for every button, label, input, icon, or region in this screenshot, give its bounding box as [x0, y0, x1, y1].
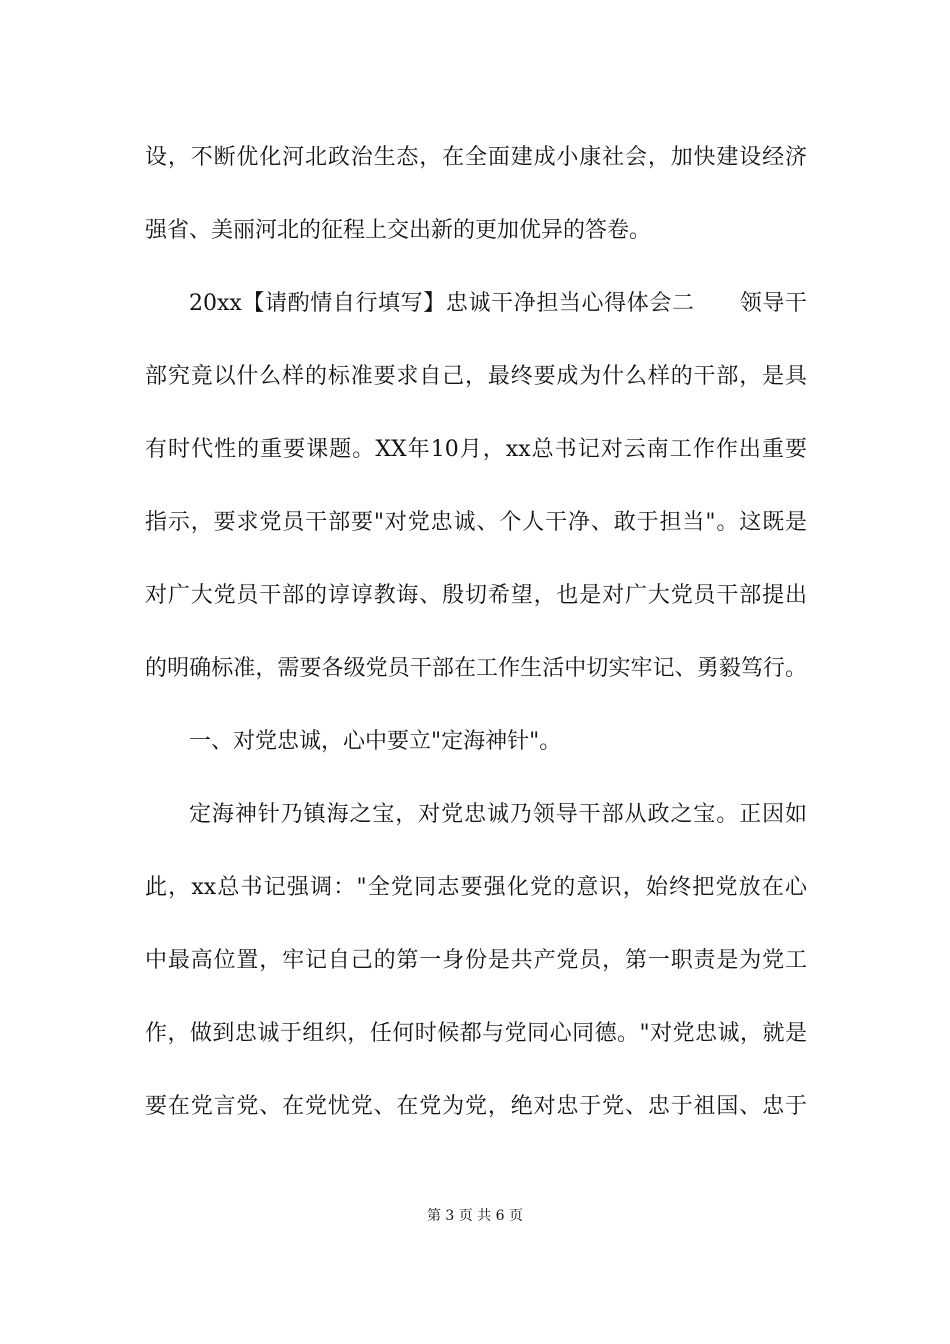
text-line-5: 有时代性的重要课题。XX年10月，xx总书记对云南工作作出重要	[145, 437, 807, 462]
text-line-11: 此，xx总书记强调："全党同志要强化党的意识，始终把党放在心	[145, 875, 807, 900]
subheading-line: 一、对党忠诚，心中要立"定海神针"。	[189, 729, 562, 754]
text-line-4: 部究竟以什么样的标准要求自己，最终要成为什么样的干部，是具	[145, 364, 807, 389]
text-line-6: 指示，要求党员干部要"对党忠诚、个人干净、敢于担当"。这既是	[145, 510, 807, 535]
section-heading-line: 20xx【请酌情自行填写】忠诚干净担当心得体会二 领导干	[189, 291, 807, 316]
text-line-12: 中最高位置，牢记自己的第一身份是共产党员，第一职责是为党工	[145, 948, 807, 973]
text-line-13: 作，做到忠诚于组织，任何时候都与党同心同德。"对党忠诚，就是	[145, 1021, 807, 1046]
text-line-1: 设，不断优化河北政治生态，在全面建成小康社会，加快建设经济	[145, 145, 807, 170]
text-line-10: 定海神针乃镇海之宝，对党忠诚乃领导干部从政之宝。正因如	[189, 802, 807, 827]
page-number-footer: 第 3 页 共 6 页	[426, 1208, 524, 1224]
text-line-7: 对广大党员干部的谆谆教诲、殷切希望，也是对广大党员干部提出	[145, 583, 807, 608]
text-line-8: 的明确标准，需要各级党员干部在工作生活中切实牢记、勇毅笃行。	[145, 656, 807, 681]
text-line-2: 强省、美丽河北的征程上交出新的更加优异的答卷。	[145, 218, 652, 243]
text-line-14: 要在党言党、在党忧党、在党为党，绝对忠于党、忠于祖国、忠于	[145, 1094, 807, 1119]
